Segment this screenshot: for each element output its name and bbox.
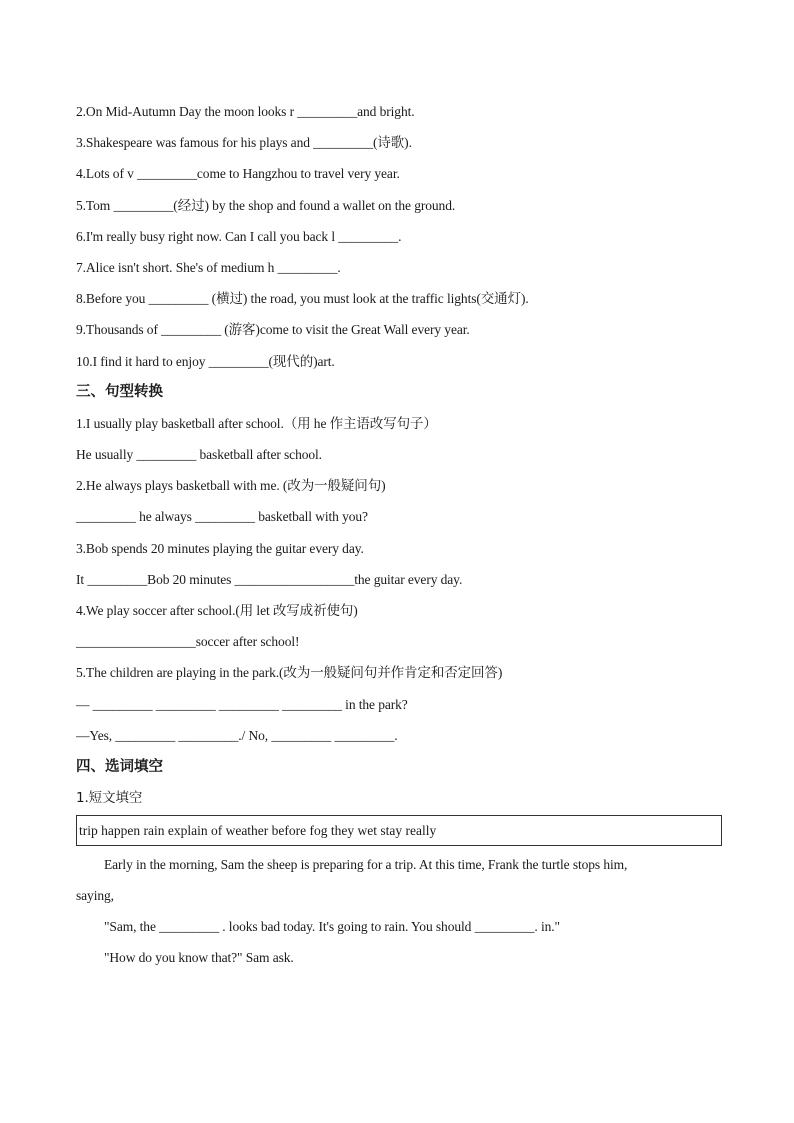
fill-in-item-2: 2.On Mid-Autumn Day the moon looks r _________and bright. (76, 104, 415, 119)
fill-in-item-5: 5.Tom _________(经过) by the shop and found a wallet on the ground. (76, 198, 456, 213)
transform-a1: He usually _________ basketball after school. (76, 447, 322, 462)
sub-heading-passage-fill: 1.短文填空 (76, 790, 143, 806)
transform-a2: _________ he always _________ basketball with you? (76, 509, 368, 524)
transform-q5: 5.The children are playing in the park.(改为一般疑问句并作肯定和否定回答) (76, 665, 503, 680)
fill-in-item-10: 10.I find it hard to enjoy _________(现代的)art. (76, 354, 335, 369)
transform-q1: 1.I usually play basketball after school.（用 he 作主语改写句子） (76, 416, 437, 431)
passage-line-4: "How do you know that?" Sam ask. (104, 950, 294, 965)
transform-a4: __________________soccer after school! (76, 634, 300, 649)
fill-in-item-6: 6.I'm really busy right now. Can I call you back l _________. (76, 229, 402, 244)
transform-a5-answers: —Yes, _________ _________./ No, _________ _________. (76, 728, 398, 743)
transform-a3: It _________Bob 20 minutes __________________the guitar every day. (76, 572, 463, 587)
passage-line-2: saying, (76, 888, 114, 903)
transform-a5-question: — _________ _________ _________ _________ in the park? (76, 697, 408, 712)
section-heading-sentence-transform: 三、句型转换 (76, 384, 163, 400)
transform-q2: 2.He always plays basketball with me. (改为一般疑问句) (76, 478, 386, 493)
transform-q3: 3.Bob spends 20 minutes playing the guitar every day. (76, 541, 364, 556)
fill-in-item-9: 9.Thousands of _________ (游客)come to visit the Great Wall every year. (76, 322, 470, 337)
section-heading-word-fill: 四、选词填空 (76, 759, 163, 775)
fill-in-item-4: 4.Lots of v _________come to Hangzhou to travel very year. (76, 166, 400, 181)
passage-line-3: "Sam, the _________ . looks bad today. It's going to rain. You should _________. in." (104, 919, 560, 934)
fill-in-item-8: 8.Before you _________ (横过) the road, you must look at the traffic lights(交通灯). (76, 291, 529, 306)
passage-line-1: Early in the morning, Sam the sheep is preparing for a trip. At this time, Frank the turtle stops him, (104, 857, 628, 872)
fill-in-item-7: 7.Alice isn't short. She's of medium h _________. (76, 260, 341, 275)
fill-in-item-3: 3.Shakespeare was famous for his plays and _________(诗歌). (76, 135, 412, 150)
word-bank-box: trip happen rain explain of weather before fog they wet stay really (76, 815, 722, 846)
transform-q4: 4.We play soccer after school.(用 let 改写成祈使句) (76, 603, 358, 618)
